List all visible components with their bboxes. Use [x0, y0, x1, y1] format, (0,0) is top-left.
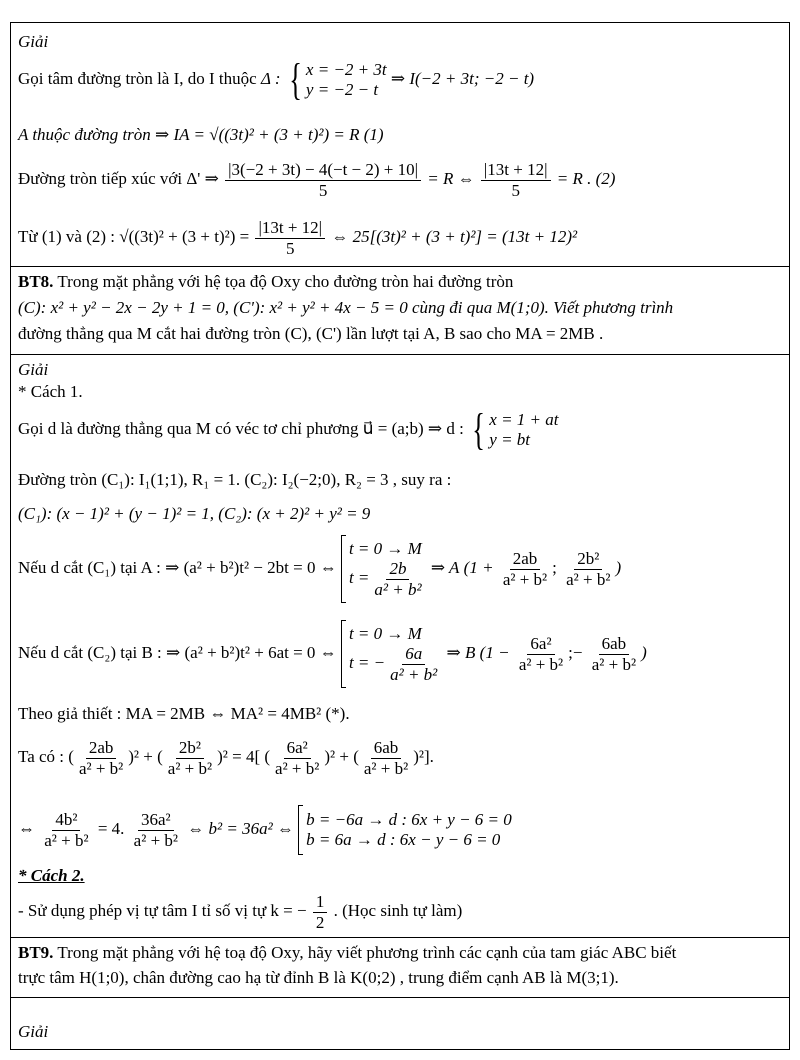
- text: Gọi tâm đường tròn là I, do I thuộc: [18, 68, 257, 88]
- problem-line: (C): x² + y² − 2x − 2y + 1 = 0, (C'): x² + y² + 4x − 5 = 0 cùng đi qua M(1;0). Viết phương trình: [18, 298, 674, 317]
- divider: [10, 997, 790, 998]
- solution-line: Theo giả thiết : MA = 2MB ⇔ MA² = 4MB² (*).: [18, 704, 350, 723]
- divider: [10, 937, 790, 938]
- divider: [10, 266, 790, 267]
- solution-line: A thuộc đường tròn ⇒ IA = √((3t)² + (3 + t)²) = R (1): [18, 125, 384, 144]
- problem-line: đường thẳng qua M cắt hai đường tròn (C), (C') lần lượt tại A, B sao cho MA = 2MB .: [18, 324, 604, 343]
- method-heading: * Cách 2.: [18, 866, 85, 885]
- solution-line: Đường tròn (C₁): I₁(1;1), R₁ = 1. (C₂): I₂(−2;0), R₂ = 3 , suy ra :: [18, 470, 452, 489]
- equation-system: { x = −2 + 3t y = −2 − t: [289, 55, 387, 104]
- solution-line: Gọi tâm đường tròn là I, do I thuộc Δ : { x = −2 + 3t y = −2 − t ⇒ I(−2 + 3t; −2 − t): [18, 55, 535, 104]
- problem-line: trực tâm H(1;0), chân đường cao hạ từ đỉnh B là K(0;2) , trung điểm cạnh AB là M(3;1).: [18, 968, 619, 987]
- solution-line: Gọi d là đường thẳng qua M có véc tơ chỉ phương u⃗ = (a;b) ⇒ d : { x = 1 + at y = bt: [18, 405, 559, 454]
- solution-line: ⇔ $\frac{\text{4b²}}{\text{a² + b²}}$ = 4. $\frac{\text{36a²}}{\text{a² + b²}}$ ⇔ b² = 36a² ⇔ b = −6a → d : 6x + y − 6 = 0 b = 6a → d : 6x − y − 6 = 0: [18, 805, 786, 855]
- solution-line: Nếu d cắt (C₁) tại A : ⇒ (a² + b²)t² − 2bt = 0 ⇔ t = 0 → M t = $\frac{2b}{\text{a² + b²}}$ ⇒ A (1 + $\frac{2ab}{\text{a² + b²}}$ ; $\frac{\text{2b²}}{\text{a² + b²}}$ ): [18, 535, 786, 603]
- method-heading: * Cách 1.: [18, 382, 83, 401]
- divider: [10, 354, 790, 355]
- solution-heading: Giải: [18, 360, 49, 379]
- solution-line: Đường tròn tiếp xúc với Δ' ⇒ $\frac{|3(-2 + 3t) - 4(-t - 2) + 10|}{5}$ = R ⇔ $\frac{|13t + 12|}{5}$ = R . (2): [18, 160, 616, 200]
- solution-heading: Giải: [18, 32, 49, 51]
- solution-line: - Sử dụng phép vị tự tâm I tỉ số vị tự k = − $\frac{1}{2}$ . (Học sinh tự làm): [18, 892, 463, 932]
- solution-line: Nếu d cắt (C₂) tại B : ⇒ (a² + b²)t² + 6at = 0 ⇔ t = 0 → M t = − $\frac{6a}{\text{a² + b²}}$ ⇒ B (1 − $\frac{\text{6a²}}{\text{a² + b²}}$ ;− $\frac{6ab}{\text{a² + b²}}$ ): [18, 620, 786, 688]
- solution-line: Từ (1) và (2) : √((3t)² + (3 + t)²) = $\frac{|13t + 12|}{5}$ ⇔ 25[(3t)² + (3 + t)²] = (13t + 12)²: [18, 218, 578, 258]
- text: ⇒ I(−2 + 3t; −2 − t): [390, 68, 535, 88]
- solution-line: (C₁): (x − 1)² + (y − 1)² = 1, (C₂): (x + 2)² + y² = 9: [18, 504, 371, 523]
- problem-bt8: BT8. Trong mặt phẳng với hệ tọa độ Oxy cho đường tròn hai đường tròn: [18, 272, 514, 291]
- solution-heading: Giải: [18, 1022, 49, 1041]
- solution-line: Ta có : ( $\frac{2ab}{\text{a² + b²}}$ )² + ( $\frac{\text{2b²}}{\text{a² + b²}}$ )² = 4[ ( $\frac{\text{6a²}}{\text{a² + b²}}$ )² + ( $\frac{6ab}{\text{a² + b²}}$ )²].: [18, 738, 434, 778]
- problem-bt9: BT9. Trong mặt phẳng với hệ toạ độ Oxy, hãy viết phương trình các cạnh của tam giác ABC biết: [18, 943, 677, 962]
